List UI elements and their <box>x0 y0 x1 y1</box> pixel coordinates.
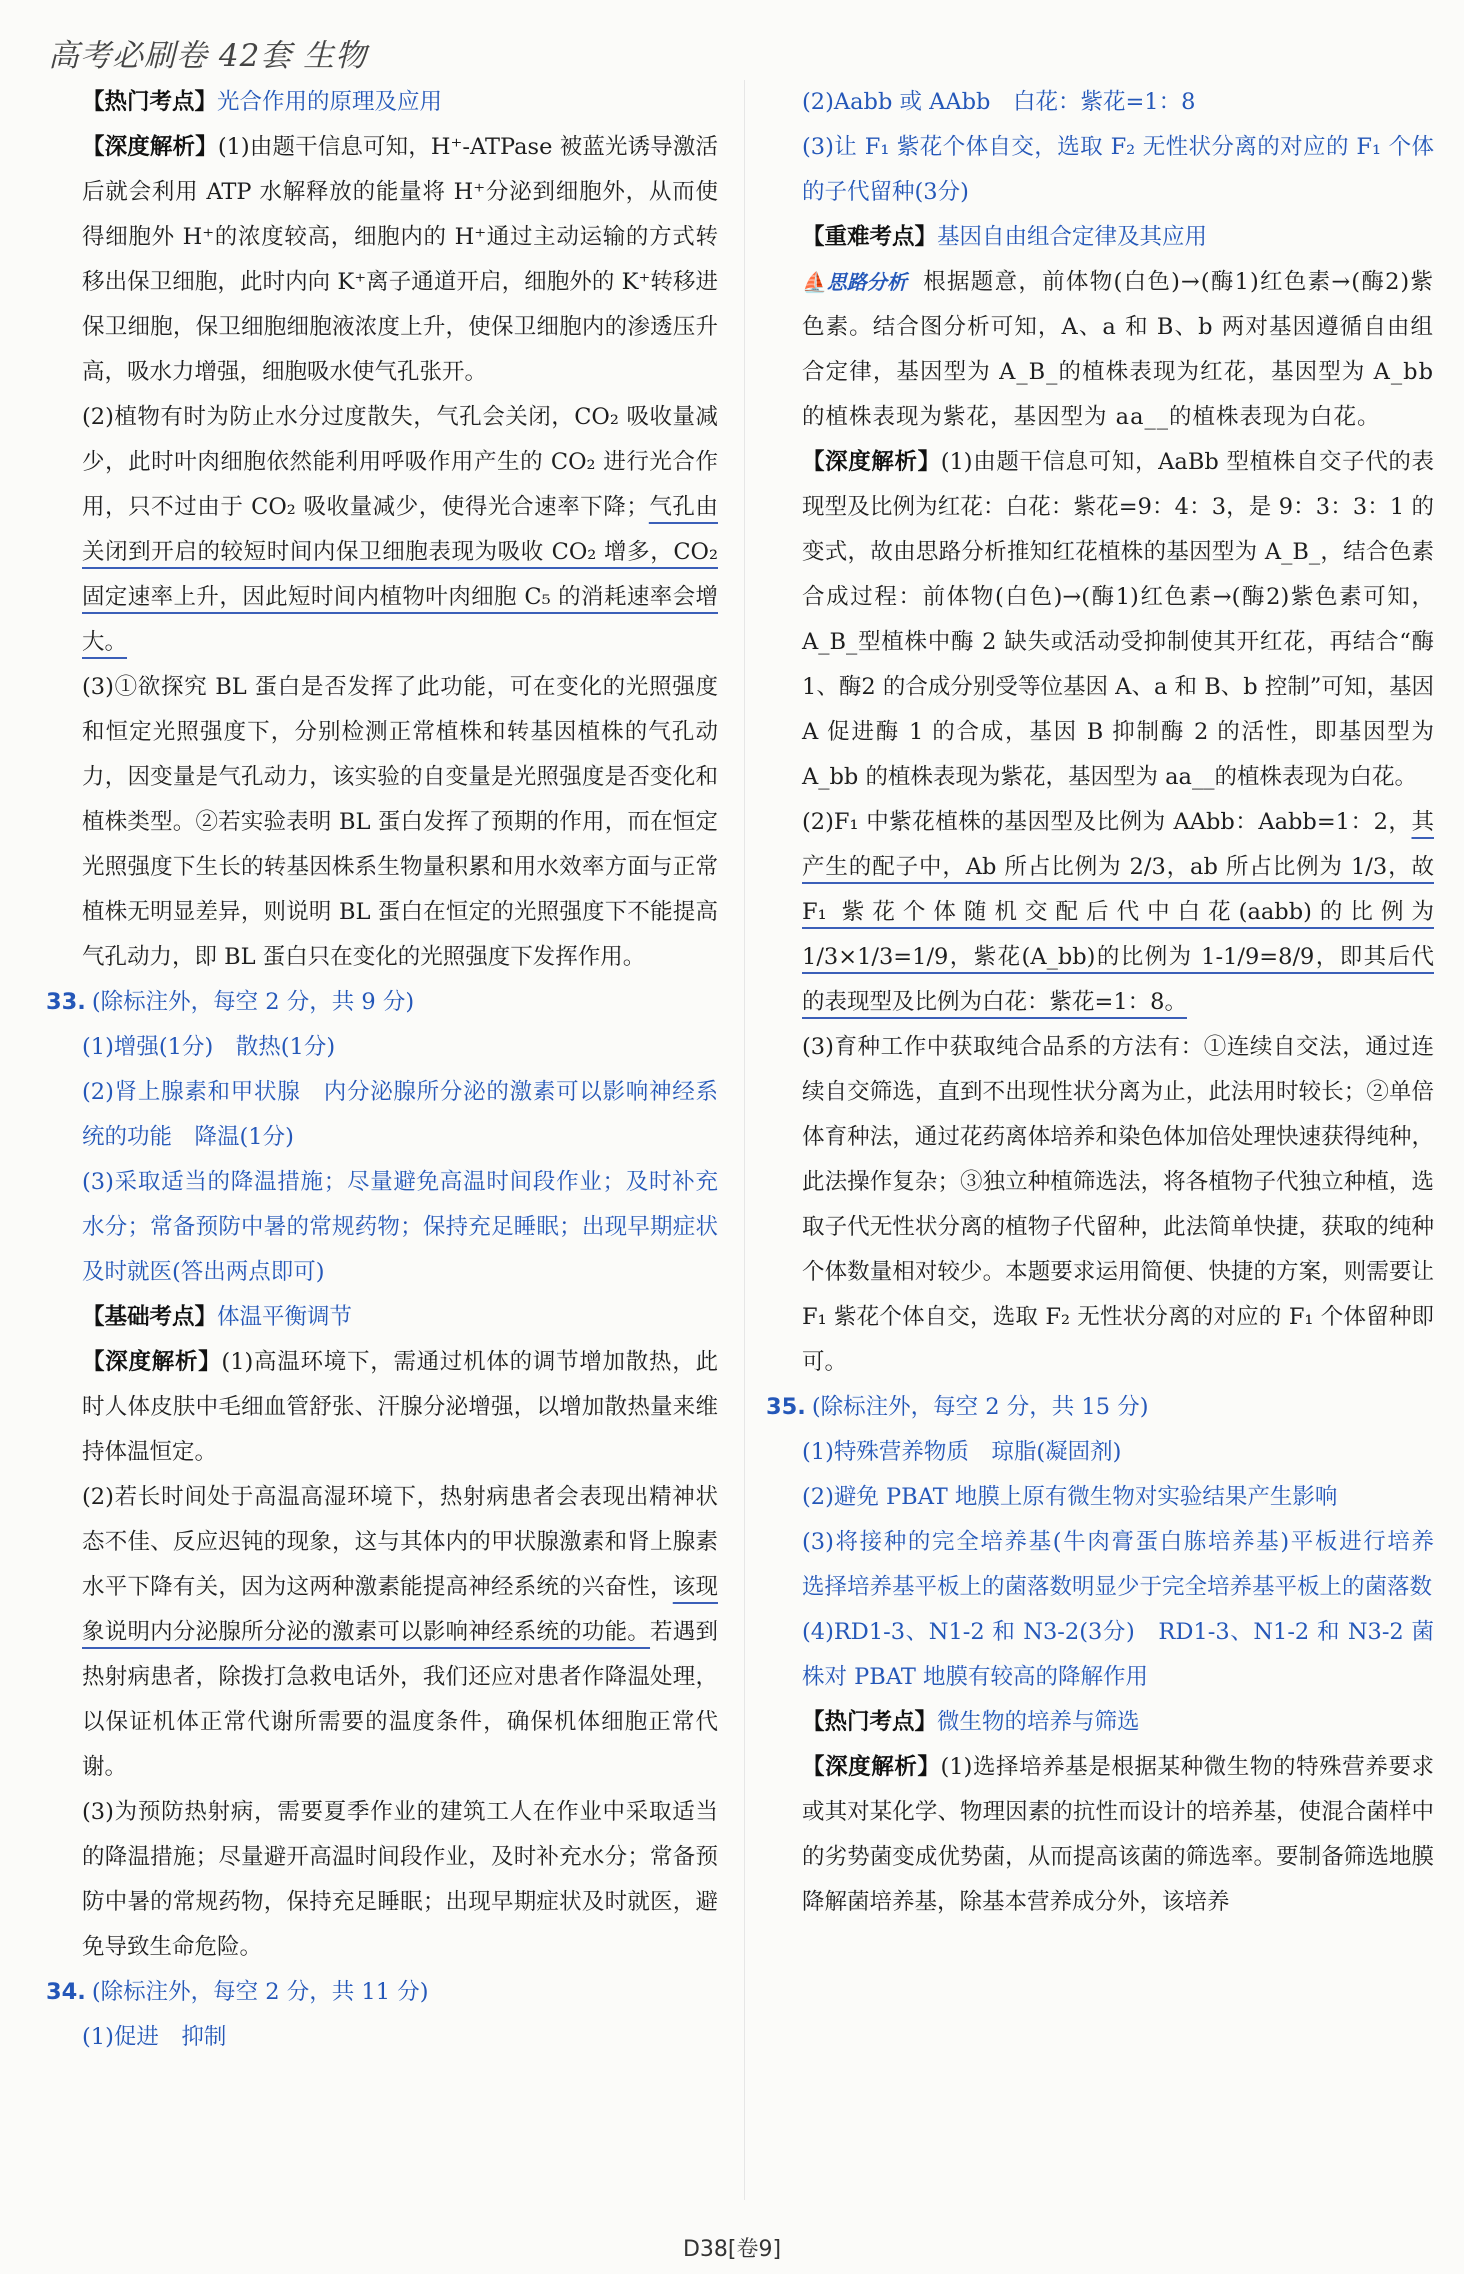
answer-text: (3)将接种的完全培养基(牛肉膏蛋白胨培养基)平板进行培养 选择培养基平板上的菌落数明显少于完全培养基平板上的菌落数 <box>802 1529 1457 1600</box>
body-text: (3)为预防热射病，需要夏季作业的建筑工人在作业中采取适当的降温措施；尽量避开高温时间段作业，及时补充水分；常备预防中暑的常规药物，保持充足睡眠；出现早期症状及时就医，避免导致生命危险。 <box>82 1799 718 1960</box>
body-text: (1)高温环境下，需通过机体的调节增加散热，此时人体皮肤中毛细血管舒张、汗腺分泌增强，以增加散热量来维持体温恒定。 <box>82 1349 718 1465</box>
topic-line <box>82 1295 718 1340</box>
answer-text: (1)特殊营养物质 琼脂(凝固剂) <box>802 1439 1122 1465</box>
explanation-paragraph <box>802 800 1434 1025</box>
section-tag: 【深度解析】 <box>802 449 941 475</box>
section-tag: 【重难考点】 <box>802 224 938 250</box>
answer-line <box>82 1070 718 1160</box>
explanation-paragraph <box>802 1745 1434 1925</box>
body-text: (3)①欲探究 BL 蛋白是否发挥了此功能，可在变化的光照强度和恒定光照强度下，分别检测正常植株和转基因植株的气孔动力，因变量是气孔动力，该实验的自变量是光照强度是否变化和植株类型。②若实验表明 BL 蛋白发挥了预期的作用，而在恒定光照强度下生长的转基因株系生物量积累和用水效率方面与正常植株无明显差异，则说明 BL 蛋白在恒定的光照强度下不能提高气孔动力，即 BL 蛋白只在变化的光照强度下发挥作用。 <box>82 674 718 970</box>
answer-line <box>802 1610 1434 1700</box>
thinking-label-text: 思路分析 <box>826 270 907 294</box>
explanation-paragraph <box>802 440 1434 800</box>
question-score-note: (除标注外，每空 2 分，共 15 分) <box>811 1394 1149 1420</box>
topic-line <box>802 215 1434 260</box>
topic-text: 基因自由组合定律及其应用 <box>937 224 1208 250</box>
section-tag: 【深度解析】 <box>82 1349 222 1375</box>
question-score-note: (除标注外，每空 2 分，共 11 分) <box>91 1979 429 2005</box>
question-header <box>766 1385 1434 1430</box>
answer-text: (1)增强(1分) 散热(1分) <box>82 1034 336 1060</box>
topic-text: 光合作用的原理及应用 <box>217 89 443 115</box>
answer-line <box>802 125 1434 215</box>
thinking-label <box>802 260 907 305</box>
question-score-note: (除标注外，每空 2 分，共 9 分) <box>91 989 415 1015</box>
body-text: (3)育种工作中获取纯合品系的方法有：①连续自交法，通过连续自交筛选，直到不出现性状分离为止，此法用时较长；②单倍体育种法，通过花药离体培养和染色体加倍处理快速获得纯种，此法操作复杂；③独立种植筛选法，将各植物子代独立种植，选取子代无性状分离的植物子代留种，此法简单快捷，获取的纯种个体数量相对较少。本题要求运用简便、快捷的方案，则需要让 F₁ 紫花个体自交，选取 F₂ 无性状分离的对应的 F₁ 个体留种即可。 <box>802 1034 1434 1375</box>
answer-line <box>802 1475 1434 1520</box>
answer-text: (2)肾上腺素和甲状腺 内分泌腺所分泌的激素可以影响神经系统的功能 降温(1分) <box>82 1079 718 1150</box>
question-header <box>46 980 718 1025</box>
analysis-paragraph <box>802 260 1434 440</box>
answer-line <box>802 1520 1457 1610</box>
section-tag: 【深度解析】 <box>82 134 218 160</box>
topic-line <box>802 1700 1434 1745</box>
column-divider <box>744 80 745 2200</box>
explanation-paragraph <box>802 1025 1434 1385</box>
explanation-paragraph <box>82 125 718 395</box>
question-number: 33. <box>46 989 86 1015</box>
answer-text: (2)Aabb 或 AAbb 白花：紫花=1：8 <box>802 89 1196 115</box>
body-text: (2)F₁ 中紫花植株的基因型及比例为 AAbb：Aabb=1：2， <box>802 809 1412 835</box>
answer-text: (3)让 F₁ 紫花个体自交，选取 F₂ 无性状分离的对应的 F₁ 个体的子代留种(3分) <box>802 134 1434 205</box>
page-number: D38[卷9] <box>682 2237 782 2262</box>
question-header <box>46 1970 718 2015</box>
explanation-paragraph <box>82 1340 718 1475</box>
body-text: (1)由题干信息可知，H⁺-ATPase 被蓝光诱导激活后就会利用 ATP 水解释放的能量将 H⁺分泌到细胞外，从而使得细胞外 H⁺的浓度较高，细胞内的 H⁺通过主动运输的方式转移出保卫细胞，此时内向 K⁺离子通道开启，细胞外的 K⁺转移进保卫细胞，保卫细胞细胞液浓度上升，使保卫细胞内的渗透压升高，吸水力增强，细胞吸水使气孔张开。 <box>82 134 718 385</box>
section-tag: 【热门考点】 <box>802 1709 938 1735</box>
body-text: (2)若长时间处于高温高湿环境下，热射病患者会表现出精神状态不佳、反应迟钝的现象，这与其体内的甲状腺激素和肾上腺素水平下降有关，因为这两种激素能提高神经系统的兴奋性， <box>82 1484 718 1600</box>
answer-line <box>82 1160 718 1295</box>
topic-text: 微生物的培养与筛选 <box>937 1709 1140 1735</box>
right-column <box>766 80 1457 1925</box>
body-text: (2)植物有时为防止水分过度散失，气孔会关闭，CO₂ 吸收量减少，此时叶肉细胞依然能利用呼吸作用产生的 CO₂ 进行光合作用，只不过由于 CO₂ 吸收量减少，使得光合速率下降； <box>82 404 718 520</box>
body-text: (1)选择培养基是根据某种微生物的特殊营养要求或其对某化学、物理因素的抗性而设计的培养基，使混合菌样中的劣势菌变成优势菌，从而提高该菌的筛选率。要制备筛选地膜降解菌培养基，除基本营养成分外，该培养 <box>802 1754 1434 1915</box>
answer-line <box>802 1430 1434 1475</box>
explanation-paragraph <box>82 665 718 980</box>
question-number: 35. <box>766 1394 806 1420</box>
body-text: (1)由题干信息可知，AaBb 型植株自交子代的表现型及比例为红花：白花：紫花=9：4：3，是 9：3：3：1 的变式，故由思路分析推知红花植株的基因型为 A_B_，结合色素合成过程：前体物(白色)→(酶1)红色素→(酶2)紫色素可知，A_B_型植株中酶 2 缺失或活动受抑制使其开红花，再结合“酶1、酶2 的合成分别受等位基因 A、a 和 B、b 控制”可知，基因 A 促进酶 1 的合成，基因 B 抑制酶 2 的活性，即基因型为 A_bb 的植株表现为紫花，基因型为 aa__的植株表现为白花。 <box>802 449 1434 790</box>
answer-text: (3)采取适当的降温措施；尽量避免高温时间段作业；及时补充水分；常备预防中暑的常规药物；保持充足睡眠；出现早期症状及时就医(答出两点即可) <box>82 1169 718 1285</box>
section-tag: 【热门考点】 <box>82 89 218 115</box>
key-point-text: 气孔由关闭到开启的较短时间内保卫细胞表现为吸收 CO₂ 增多，CO₂ 固定速率上升，因此短时间内植物叶肉细胞 C₅ 的消耗速率会增大。 <box>82 494 718 655</box>
question-number: 34. <box>46 1979 86 2005</box>
answer-line <box>82 1025 718 1070</box>
answer-text: (2)避免 PBAT 地膜上原有微生物对实验结果产生影响 <box>802 1484 1338 1510</box>
sailboat-icon: ⛵ <box>802 270 827 294</box>
section-tag: 【深度解析】 <box>802 1754 941 1780</box>
topic-text: 体温平衡调节 <box>217 1304 353 1330</box>
key-point-text: 该现象说明内分泌腺所分泌的激素可以影响神经系统的功能。 <box>82 1574 718 1645</box>
header-title: 高考必刷卷 42套 生物 <box>48 38 368 74</box>
answer-text: (1)促进 抑制 <box>82 2024 227 2050</box>
topic-line <box>82 80 718 125</box>
section-tag: 【基础考点】 <box>82 1304 218 1330</box>
left-column <box>46 80 718 2060</box>
key-point-text: 其产生的配子中，Ab 所占比例为 2/3，ab 所占比例为 1/3，故 F₁ 紫花个体随机交配后代中白花(aabb)的比例为 1/3×1/3=1/9，紫花(A_bb)的比例为 1-1/9=8/9，即其后代的表现型及比例为白花：紫花=1：8。 <box>802 809 1434 1015</box>
explanation-paragraph <box>82 1475 718 1790</box>
explanation-paragraph <box>82 1790 718 1970</box>
analysis-text: 根据题意，前体物(白色)→(酶1)红色素→(酶2)紫色素。结合图分析可知，A、a 和 B、b 两对基因遵循自由组合定律，基因型为 A_B_的植株表现为红花，基因型为 A_bb 的植株表现为紫花，基因型为 aa__的植株表现为白花。 <box>802 269 1434 430</box>
answer-line <box>802 80 1434 125</box>
answer-text: (4)RD1-3、N1-2 和 N3-2(3分) RD1-3、N1-2 和 N3-2 菌株对 PBAT 地膜有较高的降解作用 <box>802 1619 1434 1690</box>
body-text: 若遇到热射病患者，除拨打急救电话外，我们还应对患者作降温处理，以保证机体正常代谢所需要的温度条件，确保机体细胞正常代谢。 <box>82 1619 718 1780</box>
answer-line <box>82 2015 718 2060</box>
explanation-paragraph <box>82 395 718 665</box>
